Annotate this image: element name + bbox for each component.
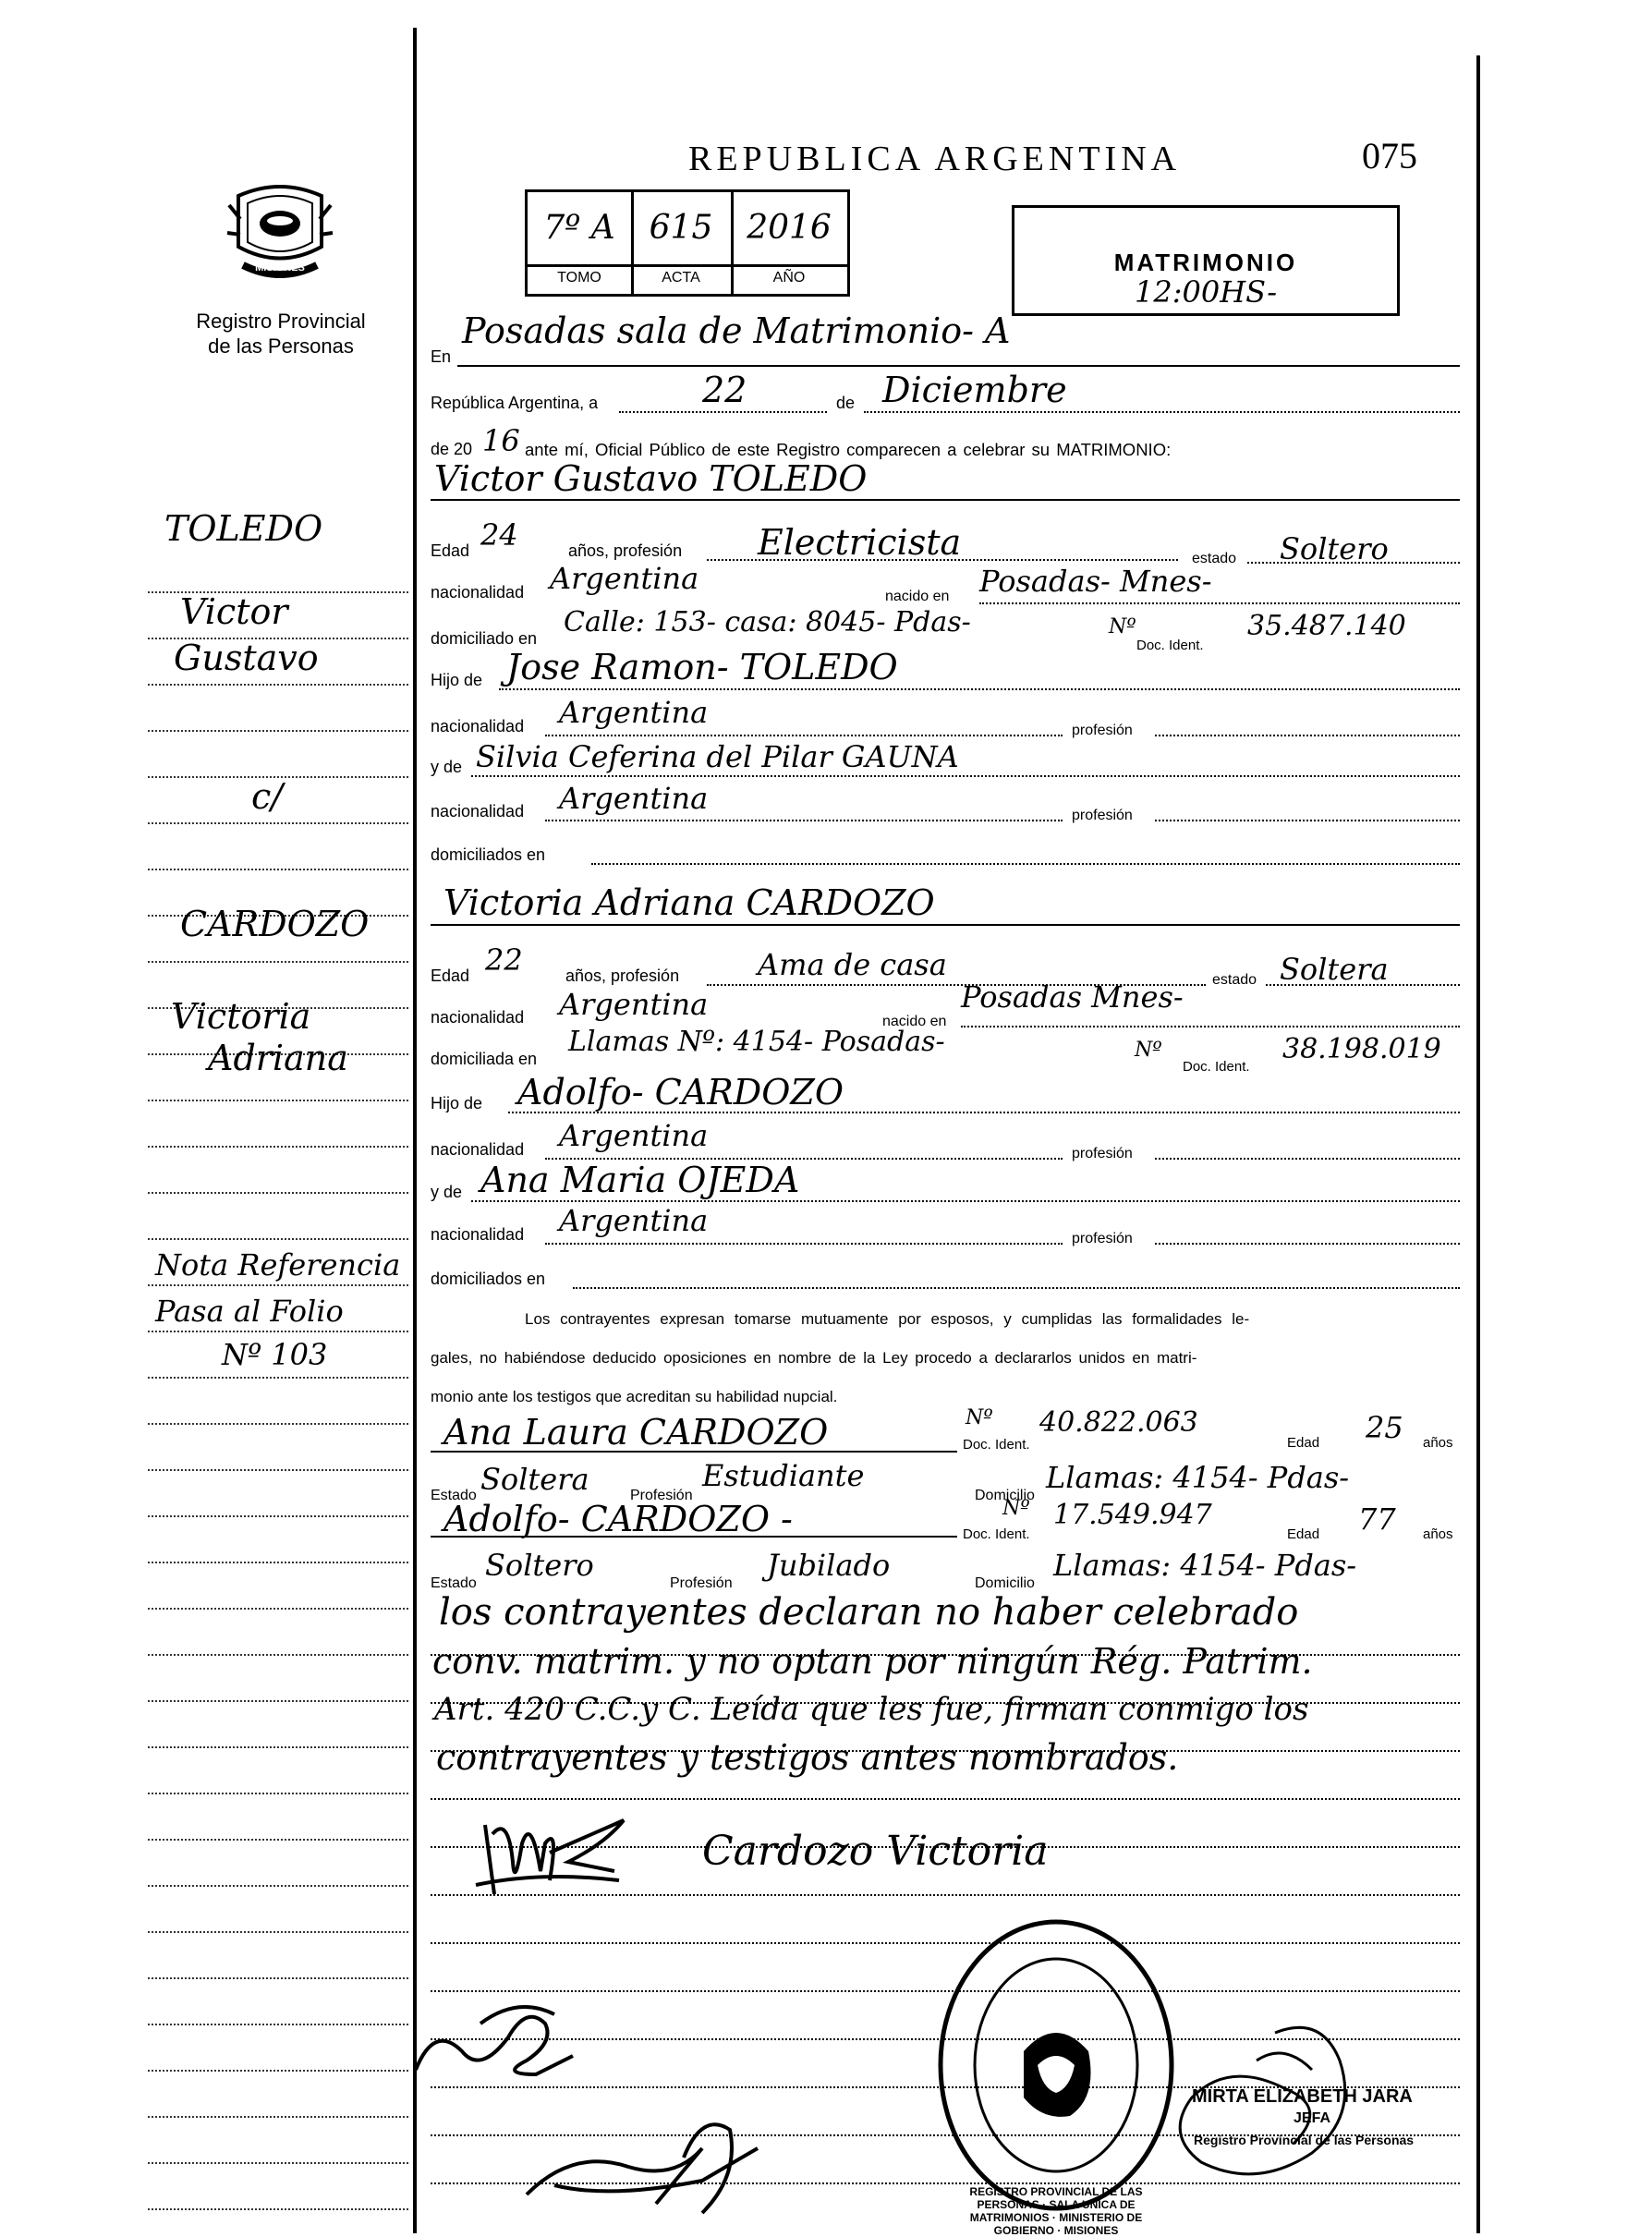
witness1-doc-prefix: Nº bbox=[966, 1406, 993, 1429]
groom-mother: Silvia Ceferina del Pilar GAUNA bbox=[476, 739, 959, 774]
margin-conj: c/ bbox=[251, 776, 284, 817]
margin-name4: Adriana bbox=[208, 1038, 348, 1078]
anio-label: AÑO bbox=[772, 270, 806, 286]
label-profesion-2: profesión bbox=[1072, 808, 1133, 823]
label-nacido-2: nacido en bbox=[882, 1014, 947, 1029]
label-nacionalidad-5: nacionalidad bbox=[431, 1140, 525, 1159]
label-domiciliada: domiciliada en bbox=[431, 1050, 538, 1068]
witness2-doc: 17.549.947 bbox=[1053, 1499, 1212, 1531]
label-profesion-cap-2: Profesión bbox=[670, 1575, 733, 1591]
margin-name3: Victoria bbox=[171, 996, 311, 1037]
margin-rule bbox=[413, 28, 417, 2233]
note-line4: contrayentes y testigos antes nombrados. bbox=[436, 1737, 1179, 1778]
bride-doc-prefix: Nº bbox=[1135, 1039, 1162, 1062]
label-republica: República Argentina, a bbox=[431, 394, 599, 412]
witness1-address: Llamas: 4154- Pdas- bbox=[1046, 1460, 1350, 1495]
official-seal bbox=[931, 1913, 1181, 2237]
bride-address: Llamas Nº: 4154- Posadas- bbox=[568, 1026, 945, 1058]
label-domicilio-2: Domicilio bbox=[975, 1575, 1035, 1591]
witness2-doc-prefix: Nº bbox=[1002, 1497, 1030, 1520]
witness2-profession: Jubilado bbox=[767, 1548, 891, 1583]
label-edad-2: Edad bbox=[431, 967, 470, 985]
margin-ref3: Nº 103 bbox=[222, 1337, 328, 1372]
label-profesion-3: profesión bbox=[1072, 1146, 1133, 1161]
margin-surname: TOLEDO bbox=[164, 508, 323, 549]
place: Posadas sala de Matrimonio- A bbox=[462, 310, 1011, 351]
label-anos-profesion: años, profesión bbox=[568, 541, 683, 560]
note-line3: Art. 420 C.C.y C. Leída que les fue, firman conmigo los bbox=[434, 1691, 1309, 1728]
groom-doc: 35.487.140 bbox=[1247, 610, 1406, 642]
bride-mother: Ana Maria OJEDA bbox=[480, 1160, 800, 1200]
bride-age: 22 bbox=[485, 942, 523, 978]
witness2-name: Adolfo- CARDOZO - bbox=[443, 1499, 793, 1539]
witness1-signature bbox=[407, 1987, 601, 2088]
label-de: de bbox=[836, 394, 856, 412]
label-edad: Edad bbox=[431, 541, 470, 560]
year-suffix: 16 bbox=[482, 423, 520, 458]
official-office: Registro Provincial de las Personas bbox=[1194, 2133, 1415, 2147]
right-rule bbox=[1476, 55, 1480, 2233]
label-anos-profesion-2: años, profesión bbox=[565, 967, 680, 985]
label-hijo-de-2: Hijo de bbox=[431, 1094, 483, 1112]
margin-ref1: Nota Referencia bbox=[155, 1247, 401, 1283]
label-y-de: y de bbox=[431, 758, 463, 776]
declaration-line3: monio ante los testigos que acreditan su habilidad nupcial. bbox=[431, 1388, 838, 1405]
groom-name: Victor Gustavo TOLEDO bbox=[434, 458, 868, 499]
day: 22 bbox=[702, 370, 747, 410]
bride-mother-nationality: Argentina bbox=[559, 1203, 709, 1238]
tomo-value: 7º A bbox=[543, 209, 615, 247]
bride-birthplace: Posadas Mnes- bbox=[961, 979, 1184, 1015]
label-doc-ident-2: Doc. Ident. bbox=[1183, 1059, 1250, 1075]
groom-doc-prefix: Nº bbox=[1109, 615, 1136, 638]
groom-profession: Electricista bbox=[758, 522, 962, 563]
groom-nationality: Argentina bbox=[550, 561, 699, 596]
label-nacionalidad-3: nacionalidad bbox=[431, 802, 525, 821]
anio-value: 2016 bbox=[747, 209, 832, 247]
act-type: MATRIMONIO bbox=[1113, 249, 1298, 276]
label-hijo-de: Hijo de bbox=[431, 671, 483, 689]
witness2-signature bbox=[517, 2093, 785, 2222]
act-type-box bbox=[1012, 205, 1400, 316]
label-de-anio: de 20 bbox=[431, 440, 473, 458]
label-edad-4: Edad bbox=[1287, 1526, 1320, 1542]
label-nacionalidad-2: nacionalidad bbox=[431, 717, 525, 736]
label-edad-3: Edad bbox=[1287, 1435, 1320, 1451]
intro-text: ante mí, Oficial Público de este Registro comparecen a celebrar su MATRIMONIO: bbox=[525, 440, 1172, 459]
groom-father-nationality: Argentina bbox=[559, 695, 709, 730]
label-estado-cap-2: Estado bbox=[431, 1575, 477, 1591]
note-line1: los contrayentes declaran no haber celebrado bbox=[439, 1591, 1299, 1634]
label-domicilio: Domicilio bbox=[975, 1488, 1035, 1503]
label-doc-ident: Doc. Ident. bbox=[1136, 638, 1204, 653]
bride-name: Victoria Adriana CARDOZO bbox=[443, 882, 935, 923]
witness2-age: 77 bbox=[1358, 1501, 1396, 1537]
groom-status: Soltero bbox=[1280, 531, 1389, 566]
label-domiciliados: domiciliados en bbox=[431, 845, 546, 864]
registry-line2: de las Personas bbox=[208, 334, 354, 358]
groom-signature bbox=[457, 1806, 633, 1908]
label-profesion-cap: Profesión bbox=[630, 1488, 693, 1503]
label-nacionalidad-4: nacionalidad bbox=[431, 1008, 525, 1027]
bride-nationality: Argentina bbox=[559, 987, 709, 1022]
label-domiciliado: domiciliado en bbox=[431, 629, 538, 648]
acta-label: ACTA bbox=[662, 270, 700, 286]
groom-birthplace: Posadas- Mnes- bbox=[979, 564, 1212, 599]
record-box bbox=[525, 189, 850, 297]
label-nacido: nacido en bbox=[885, 589, 950, 604]
official-role: JEFA bbox=[1294, 2110, 1331, 2126]
bride-profession: Ama de casa bbox=[758, 947, 947, 982]
acta-value: 615 bbox=[649, 209, 713, 247]
witness2-address: Llamas: 4154- Pdas- bbox=[1053, 1548, 1357, 1583]
country-title: REPUBLICA ARGENTINA bbox=[688, 140, 1182, 178]
seal-text: REGISTRO PROVINCIAL DE LAS PERSONAS · SALA UNICA DE MATRIMONIOS · MINISTERIO DE GOBIERNO · MISIONES bbox=[969, 2185, 1143, 2237]
witness1-name: Ana Laura CARDOZO bbox=[443, 1412, 829, 1453]
official-name: MIRTA ELIZABETH JARA bbox=[1192, 2086, 1413, 2107]
label-estado: estado bbox=[1192, 551, 1237, 566]
witness2-status: Soltero bbox=[485, 1548, 594, 1583]
margin-ref2: Pasa al Folio bbox=[155, 1294, 344, 1329]
label-estado-2: estado bbox=[1212, 972, 1257, 988]
witness1-profession: Estudiante bbox=[702, 1458, 865, 1493]
label-profesion-4: profesión bbox=[1072, 1231, 1133, 1246]
note-line2: conv. matrim. y no optan por ningún Rég. Patrim. bbox=[432, 1641, 1313, 1682]
witness1-age: 25 bbox=[1366, 1410, 1403, 1445]
witness1-status: Soltera bbox=[480, 1462, 589, 1497]
bride-status: Soltera bbox=[1280, 952, 1389, 987]
bride-signature: Cardozo Victoria bbox=[702, 1828, 1049, 1875]
label-anos: años bbox=[1423, 1435, 1453, 1451]
groom-mother-nationality: Argentina bbox=[559, 781, 709, 816]
margin-name2: Gustavo bbox=[174, 638, 319, 678]
registry-line1: Registro Provincial bbox=[196, 310, 366, 333]
declaration-line2: gales, no habiéndose deducido oposiciones en nombre de la Ley procedo a declararlos unidos en matri- bbox=[431, 1349, 1197, 1367]
label-en: En bbox=[431, 347, 452, 366]
label-doc-ident-4: Doc. Ident. bbox=[963, 1526, 1030, 1542]
declaration-line1: Los contrayentes expresan tomarse mutuamente por esposos, y cumplidas las formalidades le- bbox=[525, 1310, 1250, 1328]
tomo-label: TOMO bbox=[557, 270, 601, 286]
groom-age: 24 bbox=[480, 517, 518, 553]
bride-father-nationality: Argentina bbox=[559, 1118, 709, 1153]
seal-caption: MISIONES bbox=[255, 262, 305, 274]
act-time: 12:00HS- bbox=[1135, 274, 1278, 310]
margin-surname2: CARDOZO bbox=[180, 904, 370, 944]
label-nacionalidad: nacionalidad bbox=[431, 583, 525, 602]
folio-number: 075 bbox=[1362, 135, 1417, 176]
groom-address: Calle: 153- casa: 8045- Pdas- bbox=[564, 606, 971, 638]
bride-father: Adolfo- CARDOZO bbox=[517, 1072, 844, 1112]
label-estado-cap: Estado bbox=[431, 1488, 477, 1503]
provincial-seal bbox=[220, 177, 340, 290]
month: Diciembre bbox=[882, 370, 1067, 410]
groom-father: Jose Ramon- TOLEDO bbox=[506, 647, 898, 687]
margin-name1: Victor bbox=[180, 591, 288, 632]
label-nacionalidad-6: nacionalidad bbox=[431, 1225, 525, 1244]
bride-doc: 38.198.019 bbox=[1282, 1033, 1441, 1065]
label-profesion: profesión bbox=[1072, 723, 1133, 738]
label-y-de-2: y de bbox=[431, 1183, 463, 1201]
witness1-doc: 40.822.063 bbox=[1039, 1406, 1198, 1439]
label-doc-ident-3: Doc. Ident. bbox=[963, 1437, 1030, 1453]
label-anos-2: años bbox=[1423, 1526, 1453, 1542]
label-domiciliados-2: domiciliados en bbox=[431, 1270, 546, 1288]
